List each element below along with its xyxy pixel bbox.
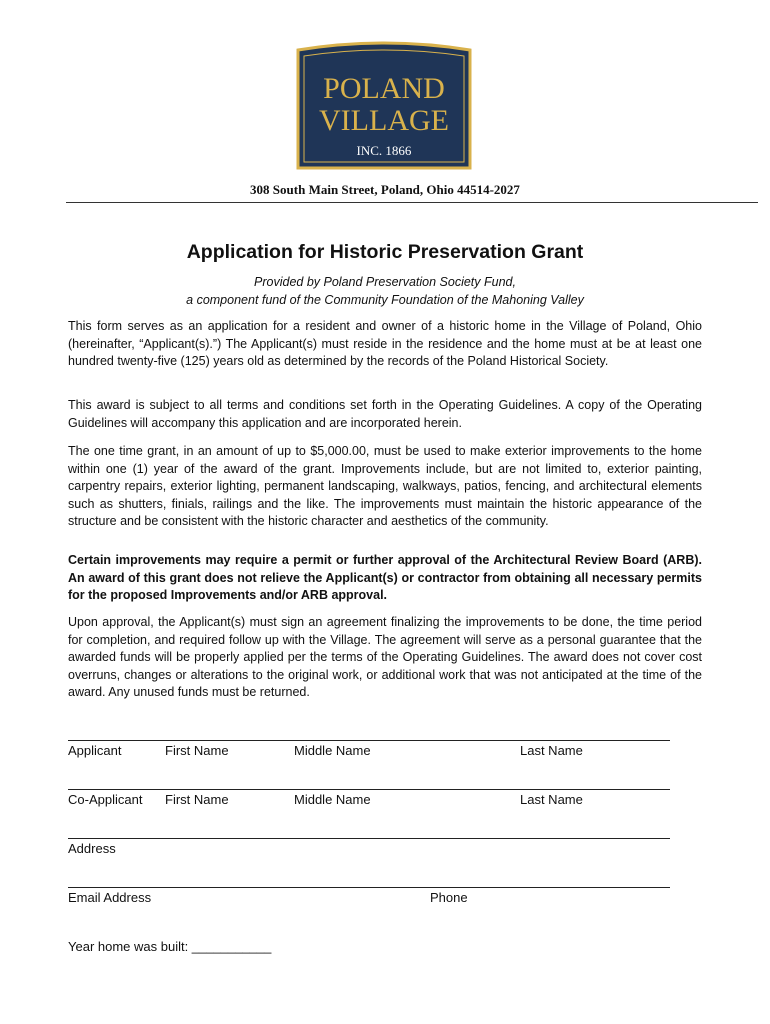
subtitle-line-1: Provided by Poland Preservation Society Fund, [254, 275, 516, 289]
paragraph-permits-notice: Certain improvements may require a permit or further approval of the Architectural Review Board (ARB). An award of this grant does not relieve the Applicant(s) or contractor from obtaining all necessary permits for the proposed Improvements and/or ARB approval. [68, 553, 702, 603]
header-divider [66, 202, 758, 203]
co-applicant-label: Co-Applicant [68, 792, 143, 807]
phone-label: Phone [430, 890, 468, 905]
paragraph-eligibility: This form serves as an application for a resident and owner of a historic home in the Village of Poland, Ohio (hereinafter, “Applicant(s).”) The Applicant(s) must reside in the residence and the home must at be at least one hundred twenty-five (125) years old as determined by the records of the Poland Historical Society. [68, 319, 702, 369]
co-applicant-middle-name-label: Middle Name [294, 792, 371, 807]
paragraph-agreement: Upon approval, the Applicant(s) must sign an agreement finalizing the improvements to be done, the time period for completion, and required follow up with the Village. The agreement will serve as a personal guarantee that the awarded funds will be properly applied per the terms of the Operating Guidelines. The award does not cover cost overruns, changes or alterations to the original work, or additional work that was not anticipated at the time of the award. Any unused funds must be returned. [68, 615, 702, 700]
email-address-label: Email Address [68, 890, 152, 905]
email-phone-field[interactable] [68, 887, 670, 888]
applicant-middle-name-label: Middle Name [294, 743, 371, 758]
applicant-label: Applicant [68, 743, 122, 758]
co-applicant-last-name-label: Last Name [520, 792, 583, 807]
address-field[interactable] [68, 838, 670, 839]
poland-village-logo [292, 40, 476, 174]
logo-line-3: INC. 1866 [356, 143, 412, 158]
paragraph-terms: This award is subject to all terms and conditions set forth in the Operating Guidelines. A copy of the Operating Guidelines will accompany this application and are incorporated herein. [68, 398, 702, 430]
village-address: 308 South Main Street, Poland, Ohio 44514-2027 [250, 182, 520, 197]
subtitle-line-2: a component fund of the Community Foundation of the Mahoning Valley [186, 293, 584, 307]
paragraph-grant-use: The one time grant, in an amount of up to $5,000.00, must be used to make exterior improvements to the home within one (1) year of the award of the grant. Improvements include, but are not limited to, exterior painting, carpentry repairs, exterior lighting, permanent landscaping, walkways, patios, fencing, and architectural elements such as shutters, finials, railings and the like. The improvements must maintain the historic appearance of the structure and be consistent with the historic character and aesthetics of the community. [68, 444, 702, 529]
address-label: Address [68, 841, 116, 856]
applicant-name-field[interactable] [68, 740, 670, 741]
logo-line-1: POLAND [323, 72, 445, 105]
applicant-last-name-label: Last Name [520, 743, 583, 758]
page-title: Application for Historic Preservation Grant [186, 241, 584, 263]
co-applicant-name-field[interactable] [68, 789, 670, 790]
year-built-field[interactable]: Year home was built: ___________ [68, 939, 272, 954]
logo-line-2: VILLAGE [319, 104, 449, 137]
applicant-first-name-label: First Name [165, 743, 229, 758]
co-applicant-first-name-label: First Name [165, 792, 229, 807]
